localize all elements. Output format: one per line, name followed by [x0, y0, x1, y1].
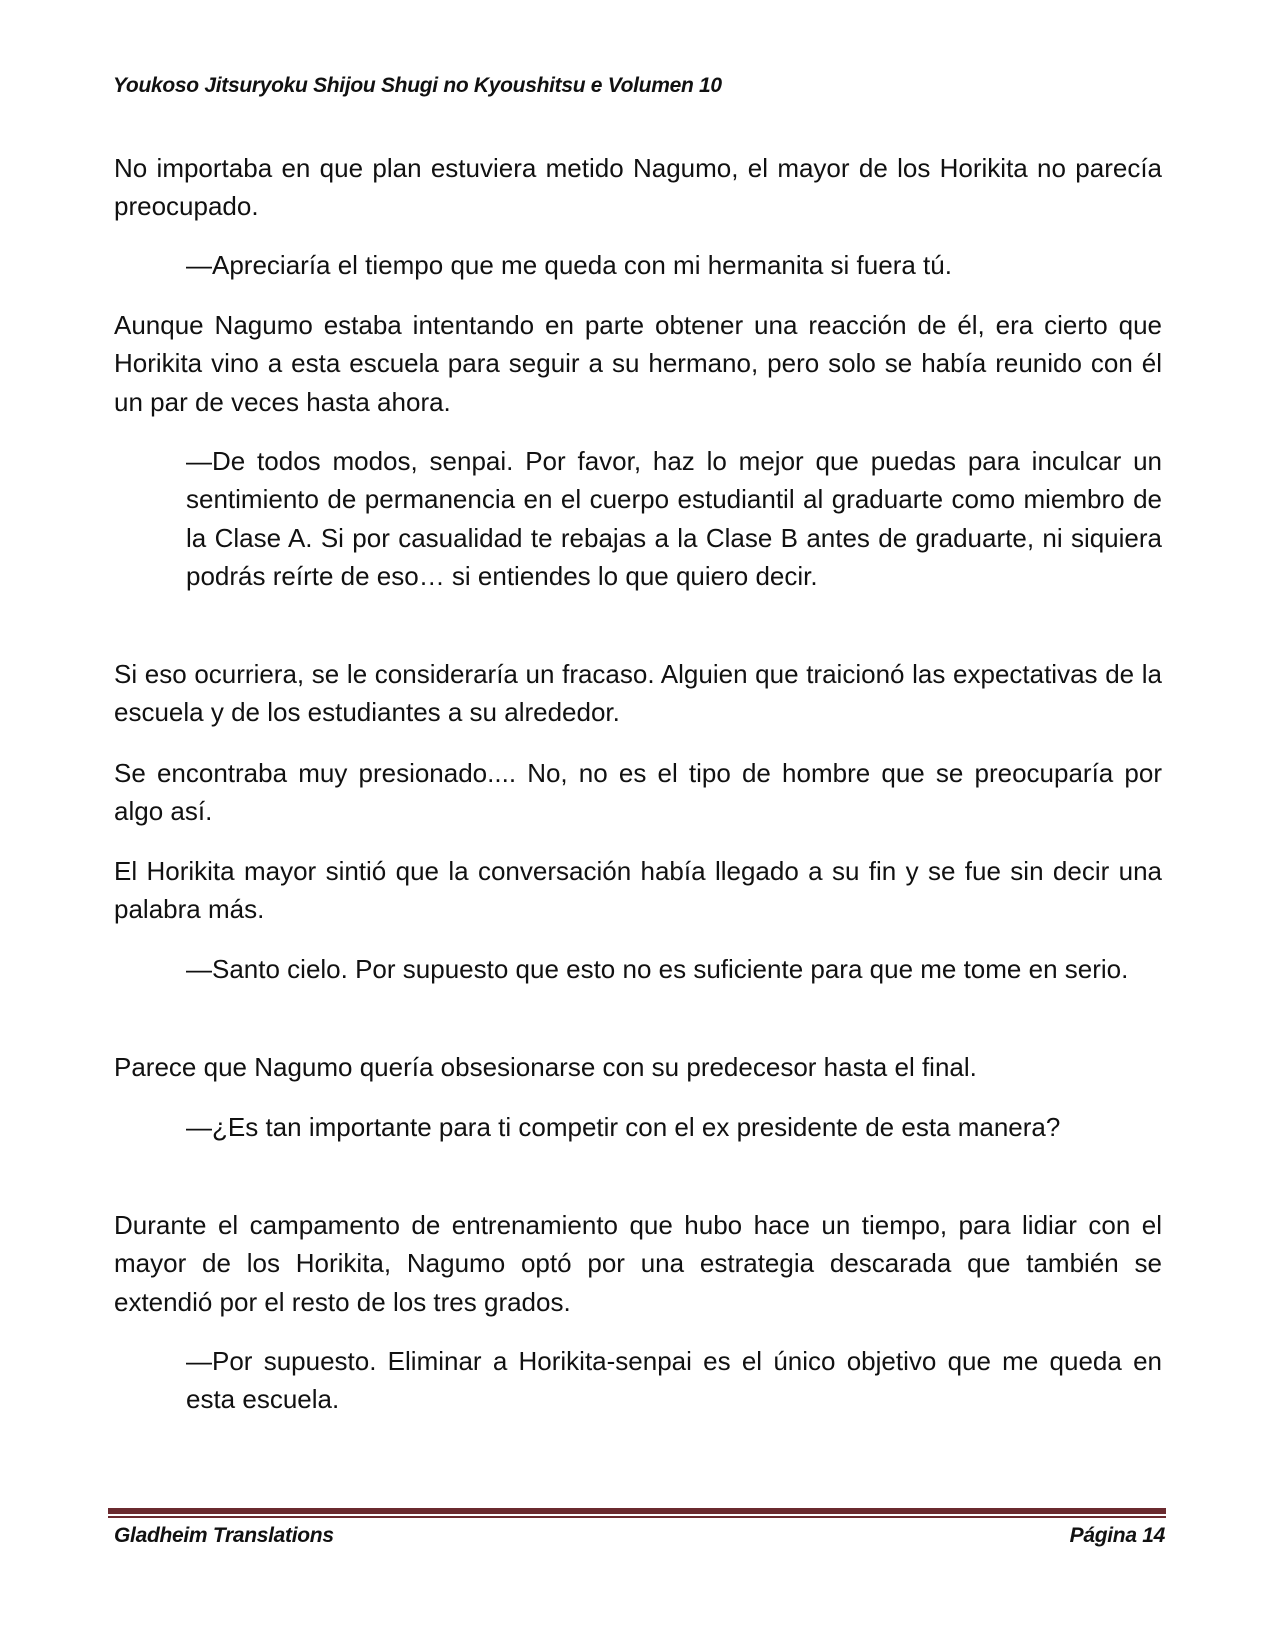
footer-rule-thin [108, 1516, 1166, 1518]
paragraph: Aunque Nagumo estaba intentando en parte obtener una reacción de él, era cierto que Horikita vino a esta escuela para seguir a su hermano, pero solo se había reunido con él un par de veces hasta ahora. [114, 310, 1162, 417]
paragraph: Si eso ocurriera, se le consideraría un fracaso. Alguien que traicionó las expectativas de la escuela y de los estudiantes a su alrededor. [114, 659, 1162, 728]
footer-rule-thick [108, 1508, 1166, 1514]
paragraph: Parece que Nagumo quería obsesionarse con su predecesor hasta el final. [114, 1052, 977, 1082]
footer-credit: Gladheim Translations [114, 1524, 334, 1547]
paragraph: El Horikita mayor sintió que la conversación había llegado a su fin y se fue sin decir una palabra más. [114, 856, 1162, 925]
paragraph: No importaba en que plan estuviera metido Nagumo, el mayor de los Horikita no parecía preocupado. [114, 153, 1162, 222]
paragraph: Durante el campamento de entrenamiento que hubo hace un tiempo, para lidiar con el mayor de los Horikita, Nagumo optó por una estrategia descarada que también se extendió por el resto de los tres grados. [114, 1210, 1162, 1317]
page-number: Página 14 [1069, 1524, 1165, 1547]
dialogue-paragraph: —Por supuesto. Eliminar a Horikita-senpai es el único objetivo que me queda en esta escuela. [186, 1346, 1162, 1415]
dialogue-paragraph: —De todos modos, senpai. Por favor, haz lo mejor que puedas para inculcar un sentimiento de permanencia en el cuerpo estudiantil al graduarte como miembro de la Clase A. Si por casualidad te rebajas a la Clase B antes de graduarte, ni siquiera podrás reírte de eso… si entiendes lo que quiero decir. [186, 446, 1162, 592]
running-header: Youkoso Jitsuryoku Shijou Shugi no Kyoushitsu e Volumen 10 [113, 74, 722, 97]
paragraph: Se encontraba muy presionado.... No, no es el tipo de hombre que se preocuparía por algo así. [114, 758, 1162, 827]
dialogue-paragraph: —Apreciaría el tiempo que me queda con mi hermanita si fuera tú. [186, 250, 952, 280]
dialogue-paragraph: —¿Es tan importante para ti competir con el ex presidente de esta manera? [186, 1112, 1061, 1142]
dialogue-paragraph: —Santo cielo. Por supuesto que esto no es suficiente para que me tome en serio. [186, 954, 1129, 984]
